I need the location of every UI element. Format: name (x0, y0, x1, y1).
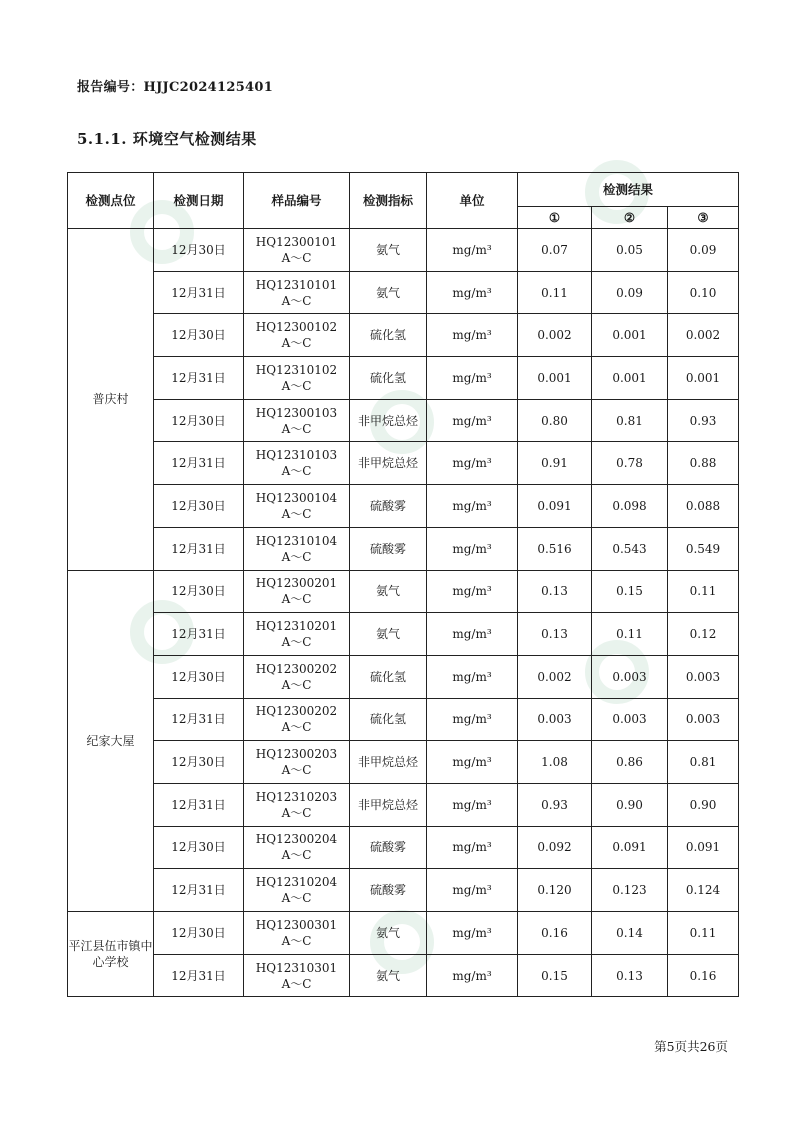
sample-cell (244, 399, 350, 442)
unit-cell: mg/m³ (427, 442, 518, 485)
col-header-result-2: ② (592, 207, 668, 229)
result-1-cell: 0.120 (518, 869, 592, 912)
result-3-cell: 0.88 (668, 442, 739, 485)
date-cell: 12月30日 (154, 912, 244, 955)
result-1-cell: 0.15 (518, 954, 592, 997)
result-2-cell: 0.543 (592, 527, 668, 570)
sample-suffix: A～C (281, 250, 312, 265)
date-cell: 12月31日 (154, 527, 244, 570)
sample-id: HQ12310201 (255, 619, 338, 634)
table-row (68, 869, 739, 912)
result-3-cell: 0.003 (668, 698, 739, 741)
indicator-cell: 氨气 (350, 229, 427, 272)
result-2-cell: 0.14 (592, 912, 668, 955)
sample-suffix: A～C (281, 677, 312, 692)
date-cell: 12月31日 (154, 869, 244, 912)
result-3-cell: 0.002 (668, 314, 739, 357)
unit-cell: mg/m³ (427, 869, 518, 912)
table-row (68, 783, 739, 826)
result-2-cell: 0.003 (592, 655, 668, 698)
sample-suffix: A～C (281, 720, 312, 735)
indicator-cell: 非甲烷总烃 (350, 399, 427, 442)
unit-cell: mg/m³ (427, 229, 518, 272)
table-row (68, 527, 739, 570)
result-2-cell: 0.09 (592, 271, 668, 314)
indicator-cell: 氨气 (350, 271, 427, 314)
table-row (68, 570, 739, 613)
indicator-cell: 硫化氢 (350, 655, 427, 698)
date-cell: 12月31日 (154, 613, 244, 656)
table-row (68, 613, 739, 656)
table-row (68, 954, 739, 997)
col-header-results: 检测结果 (518, 173, 739, 207)
date-cell: 12月31日 (154, 442, 244, 485)
result-3-cell: 0.12 (668, 613, 739, 656)
sample-suffix: A～C (281, 378, 312, 393)
indicator-cell: 氨气 (350, 954, 427, 997)
result-3-cell: 0.124 (668, 869, 739, 912)
result-1-cell: 0.13 (518, 570, 592, 613)
result-1-cell: 0.002 (518, 655, 592, 698)
result-2-cell: 0.13 (592, 954, 668, 997)
result-3-cell: 0.091 (668, 826, 739, 869)
result-1-cell: 0.092 (518, 826, 592, 869)
result-1-cell: 0.91 (518, 442, 592, 485)
sample-id: HQ12310101 (255, 277, 338, 292)
sample-cell (244, 229, 350, 272)
sample-cell (244, 655, 350, 698)
sample-cell (244, 698, 350, 741)
col-header-indicator: 检测指标 (350, 173, 427, 229)
sample-suffix: A～C (281, 549, 312, 564)
sample-cell (244, 271, 350, 314)
result-2-cell: 0.098 (592, 485, 668, 528)
table-row (68, 314, 739, 357)
unit-cell: mg/m³ (427, 613, 518, 656)
result-3-cell: 0.11 (668, 912, 739, 955)
indicator-cell: 非甲烷总烃 (350, 442, 427, 485)
sample-cell (244, 442, 350, 485)
result-2-cell: 0.003 (592, 698, 668, 741)
section-title: 5.1.1. 环境空气检测结果 (77, 130, 257, 148)
table-row (68, 399, 739, 442)
result-1-cell: 0.07 (518, 229, 592, 272)
result-3-cell: 0.16 (668, 954, 739, 997)
sample-cell (244, 485, 350, 528)
sample-id: HQ12300202 (255, 704, 338, 719)
site-cell: 普庆村 (68, 229, 154, 571)
result-2-cell: 0.123 (592, 869, 668, 912)
sample-id: HQ12300301 (255, 917, 338, 932)
result-1-cell: 0.003 (518, 698, 592, 741)
date-cell: 12月30日 (154, 826, 244, 869)
result-2-cell: 0.78 (592, 442, 668, 485)
sample-suffix: A～C (281, 293, 312, 308)
sample-suffix: A～C (281, 464, 312, 479)
result-1-cell: 0.516 (518, 527, 592, 570)
result-2-cell: 0.81 (592, 399, 668, 442)
col-header-site: 检测点位 (68, 173, 154, 229)
result-1-cell: 0.93 (518, 783, 592, 826)
sample-id: HQ12300201 (255, 576, 338, 591)
date-cell: 12月30日 (154, 485, 244, 528)
sample-cell (244, 741, 350, 784)
result-3-cell: 0.93 (668, 399, 739, 442)
date-cell: 12月31日 (154, 783, 244, 826)
unit-cell: mg/m³ (427, 698, 518, 741)
unit-cell: mg/m³ (427, 826, 518, 869)
result-1-cell: 0.80 (518, 399, 592, 442)
result-2-cell: 0.001 (592, 357, 668, 400)
sample-suffix: A～C (281, 891, 312, 906)
indicator-cell: 氨气 (350, 912, 427, 955)
sample-cell (244, 912, 350, 955)
sample-id: HQ12310104 (255, 533, 338, 548)
result-3-cell: 0.088 (668, 485, 739, 528)
sample-suffix: A～C (281, 336, 312, 351)
air-quality-results-table (67, 172, 739, 997)
unit-cell: mg/m³ (427, 912, 518, 955)
result-3-cell: 0.10 (668, 271, 739, 314)
col-header-unit: 单位 (427, 173, 518, 229)
indicator-cell: 硫酸雾 (350, 869, 427, 912)
sample-cell (244, 783, 350, 826)
sample-suffix: A～C (281, 506, 312, 521)
table-row (68, 826, 739, 869)
sample-suffix: A～C (281, 592, 312, 607)
table-row (68, 485, 739, 528)
table-row (68, 271, 739, 314)
indicator-cell: 硫化氢 (350, 357, 427, 400)
sample-id: HQ12300203 (255, 747, 338, 762)
col-header-date: 检测日期 (154, 173, 244, 229)
sample-suffix: A～C (281, 763, 312, 778)
sample-cell (244, 570, 350, 613)
table-row (68, 229, 739, 272)
sample-id: HQ12300101 (255, 234, 338, 249)
sample-suffix: A～C (281, 848, 312, 863)
date-cell: 12月30日 (154, 741, 244, 784)
result-1-cell: 1.08 (518, 741, 592, 784)
sample-id: HQ12300103 (255, 405, 338, 420)
sample-id: HQ12310102 (255, 362, 338, 377)
table-row (68, 357, 739, 400)
unit-cell: mg/m³ (427, 783, 518, 826)
col-header-result-3: ③ (668, 207, 739, 229)
sample-cell (244, 869, 350, 912)
site-cell: 平江县伍市镇中心学校 (68, 912, 154, 997)
sample-suffix: A～C (281, 635, 312, 650)
date-cell: 12月30日 (154, 570, 244, 613)
page-number: 第5页共26页 (654, 1039, 728, 1054)
table-row (68, 741, 739, 784)
result-2-cell: 0.11 (592, 613, 668, 656)
result-3-cell: 0.90 (668, 783, 739, 826)
date-cell: 12月31日 (154, 954, 244, 997)
indicator-cell: 硫酸雾 (350, 826, 427, 869)
sample-id: HQ12310203 (255, 789, 338, 804)
sample-cell (244, 826, 350, 869)
sample-id: HQ12300104 (255, 490, 338, 505)
result-1-cell: 0.11 (518, 271, 592, 314)
result-3-cell: 0.001 (668, 357, 739, 400)
unit-cell: mg/m³ (427, 741, 518, 784)
result-3-cell: 0.81 (668, 741, 739, 784)
indicator-cell: 氨气 (350, 613, 427, 656)
result-1-cell: 0.002 (518, 314, 592, 357)
sample-id: HQ12310204 (255, 875, 338, 890)
indicator-cell: 硫化氢 (350, 314, 427, 357)
unit-cell: mg/m³ (427, 314, 518, 357)
unit-cell: mg/m³ (427, 570, 518, 613)
sample-id: HQ12300204 (255, 832, 338, 847)
report-number: 报告编号：HJJC2024125401 (77, 80, 274, 95)
indicator-cell: 硫酸雾 (350, 527, 427, 570)
sample-suffix: A～C (281, 976, 312, 991)
indicator-cell: 非甲烷总烃 (350, 741, 427, 784)
table-row (68, 912, 739, 955)
indicator-cell: 硫化氢 (350, 698, 427, 741)
sample-id: HQ12300102 (255, 320, 338, 335)
indicator-cell: 硫酸雾 (350, 485, 427, 528)
result-2-cell: 0.15 (592, 570, 668, 613)
result-2-cell: 0.05 (592, 229, 668, 272)
table-row (68, 698, 739, 741)
site-cell: 纪家大屋 (68, 570, 154, 912)
col-header-sample: 样品编号 (244, 173, 350, 229)
sample-suffix: A～C (281, 421, 312, 436)
result-1-cell: 0.091 (518, 485, 592, 528)
table-row (68, 655, 739, 698)
result-2-cell: 0.091 (592, 826, 668, 869)
sample-cell (244, 314, 350, 357)
date-cell: 12月30日 (154, 314, 244, 357)
sample-cell (244, 527, 350, 570)
result-3-cell: 0.11 (668, 570, 739, 613)
date-cell: 12月30日 (154, 399, 244, 442)
result-1-cell: 0.16 (518, 912, 592, 955)
sample-cell (244, 357, 350, 400)
indicator-cell: 非甲烷总烃 (350, 783, 427, 826)
table-row (68, 442, 739, 485)
result-2-cell: 0.86 (592, 741, 668, 784)
unit-cell: mg/m³ (427, 655, 518, 698)
unit-cell: mg/m³ (427, 271, 518, 314)
result-3-cell: 0.09 (668, 229, 739, 272)
result-2-cell: 0.90 (592, 783, 668, 826)
date-cell: 12月31日 (154, 357, 244, 400)
sample-cell (244, 613, 350, 656)
sample-suffix: A～C (281, 805, 312, 820)
unit-cell: mg/m³ (427, 954, 518, 997)
sample-suffix: A～C (281, 933, 312, 948)
sample-id: HQ12300202 (255, 661, 338, 676)
unit-cell: mg/m³ (427, 357, 518, 400)
sample-cell (244, 954, 350, 997)
date-cell: 12月30日 (154, 655, 244, 698)
unit-cell: mg/m³ (427, 527, 518, 570)
result-2-cell: 0.001 (592, 314, 668, 357)
date-cell: 12月31日 (154, 698, 244, 741)
date-cell: 12月30日 (154, 229, 244, 272)
col-header-result-1: ① (518, 207, 592, 229)
indicator-cell: 氨气 (350, 570, 427, 613)
unit-cell: mg/m³ (427, 399, 518, 442)
date-cell: 12月31日 (154, 271, 244, 314)
sample-id: HQ12310301 (255, 960, 338, 975)
result-3-cell: 0.549 (668, 527, 739, 570)
result-1-cell: 0.13 (518, 613, 592, 656)
result-3-cell: 0.003 (668, 655, 739, 698)
result-1-cell: 0.001 (518, 357, 592, 400)
sample-id: HQ12310103 (255, 448, 338, 463)
unit-cell: mg/m³ (427, 485, 518, 528)
